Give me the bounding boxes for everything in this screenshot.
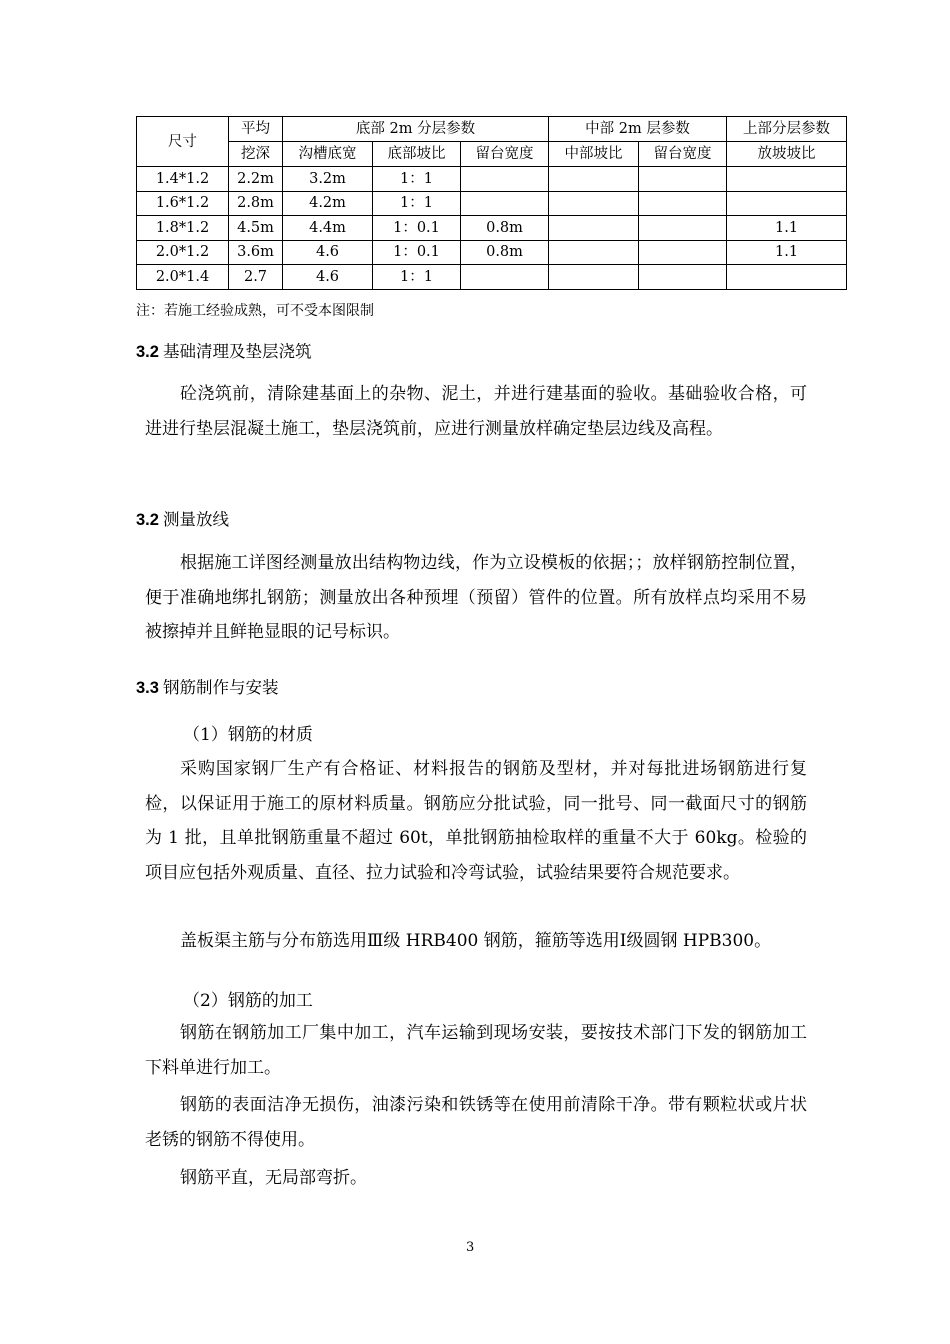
table-cell bbox=[549, 240, 639, 265]
table-cell bbox=[727, 191, 847, 216]
section-number: 3.2 bbox=[136, 511, 159, 529]
header-middle-slope: 中部坡比 bbox=[549, 142, 639, 167]
table-subheader-row bbox=[137, 142, 847, 167]
header-top-group: 上部分层参数 bbox=[727, 117, 847, 142]
section-heading-rebar bbox=[136, 674, 278, 698]
table-cell: 3.6m bbox=[229, 240, 283, 265]
header-avg-depth-1: 平均 bbox=[229, 117, 283, 142]
table-cell bbox=[639, 216, 727, 241]
header-bench-width: 留台宽度 bbox=[461, 142, 549, 167]
table-cell: 3.2m bbox=[283, 167, 373, 192]
table-header-row bbox=[137, 117, 847, 142]
subheading-material: （1）钢筋的材质 bbox=[183, 725, 313, 745]
table-cell: 4.4m bbox=[283, 216, 373, 241]
paragraph-processing: 钢筋在钢筋加工厂集中加工，汽车运输到现场安装，要按技术部门下发的钢筋加工下料单进行加工。 bbox=[145, 1023, 807, 1078]
table-row bbox=[137, 265, 847, 290]
table-cell bbox=[549, 265, 639, 290]
table-note: 注：若施工经验成熟，可不受本图限制 bbox=[136, 303, 374, 319]
section-heading-foundation bbox=[136, 338, 311, 362]
header-bottom-slope: 底部坡比 bbox=[373, 142, 461, 167]
table-cell: 2.7 bbox=[229, 265, 283, 290]
header-bottom-group: 底部 2m 分层参数 bbox=[283, 117, 549, 142]
table-cell: 4.6 bbox=[283, 265, 373, 290]
table-cell bbox=[549, 167, 639, 192]
table-cell bbox=[727, 265, 847, 290]
table-row bbox=[137, 191, 847, 216]
header-avg-depth-2: 挖深 bbox=[229, 142, 283, 167]
header-size: 尺寸 bbox=[137, 117, 229, 167]
header-middle-group: 中部 2m 层参数 bbox=[549, 117, 727, 142]
table-cell bbox=[461, 191, 549, 216]
table-cell: 1：1 bbox=[373, 167, 461, 192]
table-cell: 4.6 bbox=[283, 240, 373, 265]
excavation-parameter-table bbox=[136, 116, 847, 290]
header-trench-width: 沟槽底宽 bbox=[283, 142, 373, 167]
paragraph-surface: 钢筋的表面洁净无损伤，油漆污染和铁锈等在使用前清除干净。带有颗粒状或片状老锈的钢筋不得使用。 bbox=[145, 1095, 807, 1150]
table-cell bbox=[549, 216, 639, 241]
subheading-processing: （2）钢筋的加工 bbox=[183, 991, 313, 1011]
section-number: 3.3 bbox=[136, 679, 159, 697]
section-heading-survey bbox=[136, 506, 229, 530]
table-body bbox=[137, 167, 847, 290]
table-cell: 1：1 bbox=[373, 191, 461, 216]
paragraph-straightness: 钢筋平直，无局部弯折。 bbox=[180, 1168, 367, 1188]
section-title: 钢筋制作与安装 bbox=[162, 678, 279, 697]
section-title: 测量放线 bbox=[162, 510, 229, 529]
table-cell: 4.2m bbox=[283, 191, 373, 216]
table-cell: 2.0*1.2 bbox=[137, 240, 229, 265]
table-cell: 2.8m bbox=[229, 191, 283, 216]
paragraph-survey: 根据施工详图经测量放出结构物边线，作为立设模板的依据；；放样钢筋控制位置，便于准确地绑扎钢筋；测量放出各种预埋（预留）管件的位置。所有放样点均采用不易被擦掉并且鲜艳显眼的记号标识。 bbox=[145, 553, 807, 642]
table-row bbox=[137, 240, 847, 265]
header-top-slope: 放坡坡比 bbox=[727, 142, 847, 167]
table-row bbox=[137, 216, 847, 241]
table-cell bbox=[461, 265, 549, 290]
paragraph-foundation: 砼浇筑前，清除建基面上的杂物、泥土，并进行建基面的验收。基础验收合格，可进进行垫层混凝土施工，垫层浇筑前，应进行测量放样确定垫层边线及高程。 bbox=[145, 384, 807, 439]
table-cell: 0.8m bbox=[461, 216, 549, 241]
table-cell bbox=[727, 167, 847, 192]
table-cell: 2.0*1.4 bbox=[137, 265, 229, 290]
table-cell: 1.4*1.2 bbox=[137, 167, 229, 192]
table-cell: 1.1 bbox=[727, 240, 847, 265]
header-middle-bench-width: 留台宽度 bbox=[639, 142, 727, 167]
table-cell: 1.1 bbox=[727, 216, 847, 241]
table-cell bbox=[639, 191, 727, 216]
table-cell: 0.8m bbox=[461, 240, 549, 265]
table-cell bbox=[461, 167, 549, 192]
section-number: 3.2 bbox=[136, 343, 159, 361]
table-cell bbox=[639, 265, 727, 290]
table-cell: 1：0.1 bbox=[373, 240, 461, 265]
table-cell: 1.8*1.2 bbox=[137, 216, 229, 241]
table-cell: 1：1 bbox=[373, 265, 461, 290]
section-title: 基础清理及垫层浇筑 bbox=[162, 342, 312, 361]
table-cell: 2.2m bbox=[229, 167, 283, 192]
table-cell: 4.5m bbox=[229, 216, 283, 241]
table-row bbox=[137, 167, 847, 192]
table-cell: 1.6*1.2 bbox=[137, 191, 229, 216]
table-cell bbox=[639, 167, 727, 192]
paragraph-rebar-grade: 盖板渠主筋与分布筋选用Ⅲ级 HRB400 钢筋，箍筋等选用Ⅰ级圆钢 HPB300。 bbox=[180, 931, 772, 951]
page-number: 3 bbox=[466, 1240, 475, 1255]
paragraph-material: 采购国家钢厂生产有合格证、材料报告的钢筋及型材，并对每批进场钢筋进行复检，以保证用于施工的原材料质量。钢筋应分批试验，同一批号、同一截面尺寸的钢筋为 1 批，且单批钢筋重量不超过 60t，单批钢筋抽检取样的重量不大于 60kg。检验的项目应包括外观质量、直径、拉力试验和冷弯试验，试验结果要符合规范要求。 bbox=[145, 759, 807, 883]
table-cell bbox=[549, 191, 639, 216]
table-cell: 1：0.1 bbox=[373, 216, 461, 241]
table-cell bbox=[639, 240, 727, 265]
